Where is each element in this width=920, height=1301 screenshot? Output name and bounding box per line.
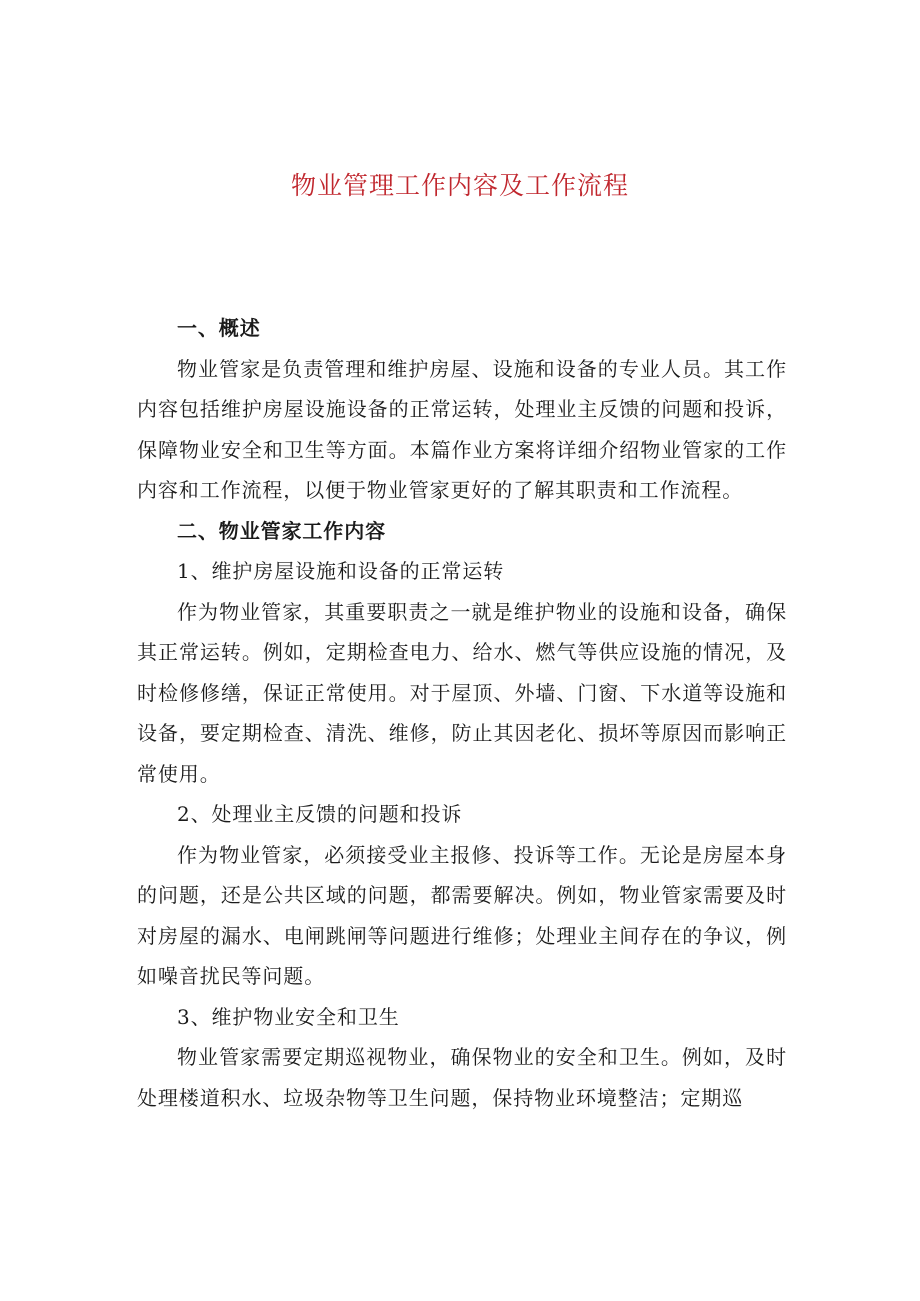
- subheading-item-3: 3、维护物业安全和卫生: [177, 1004, 400, 1029]
- document-title: 物业管理工作内容及工作流程: [290, 171, 629, 200]
- paragraph-item-2: 作为物业管家，必须接受业主报修、投诉等工作。无论是房屋本身的问题，还是公共区域的问题，都需要解决。例如，物业管家需要及时对房屋的漏水、电闸跳闸等问题进行维修；处理业主间存在的争议，例如噪音扰民等问题。: [137, 842, 787, 988]
- subheading-item-1: 1、维护房屋设施和设备的正常运转: [177, 559, 505, 583]
- paragraph-overview: 物业管家是负责管理和维护房屋、设施和设备的专业人员。其工作内容包括维护房屋设施设备的正常运转，处理业主反馈的问题和投诉，保障物业安全和卫生等方面。本篇作业方案将详细介绍物业管家的工作内容和工作流程，以便于物业管家更好的了解其职责和工作流程。: [137, 356, 787, 502]
- paragraph-item-1: 作为物业管家，其重要职责之一就是维护物业的设施和设备，确保其正常运转。例如，定期检查电力、给水、燃气等供应设施的情况，及时检修修缮，保证正常使用。对于屋顶、外墙、门窗、下水道等设施和设备，要定期检查、清洗、维修，防止其因老化、损坏等原因而影响正常使用。: [137, 599, 787, 786]
- section-heading-overview: 一、概述: [177, 316, 261, 340]
- subheading-item-2: 2、处理业主反馈的问题和投诉: [177, 802, 463, 826]
- section-heading-work-content: 二、物业管家工作内容: [177, 518, 386, 543]
- paragraph-item-3: 物业管家需要定期巡视物业，确保物业的安全和卫生。例如，及时处理楼道积水、垃圾杂物等卫生问题，保持物业环境整洁；定期巡: [137, 1045, 787, 1110]
- document-body: [137, 308, 787, 1118]
